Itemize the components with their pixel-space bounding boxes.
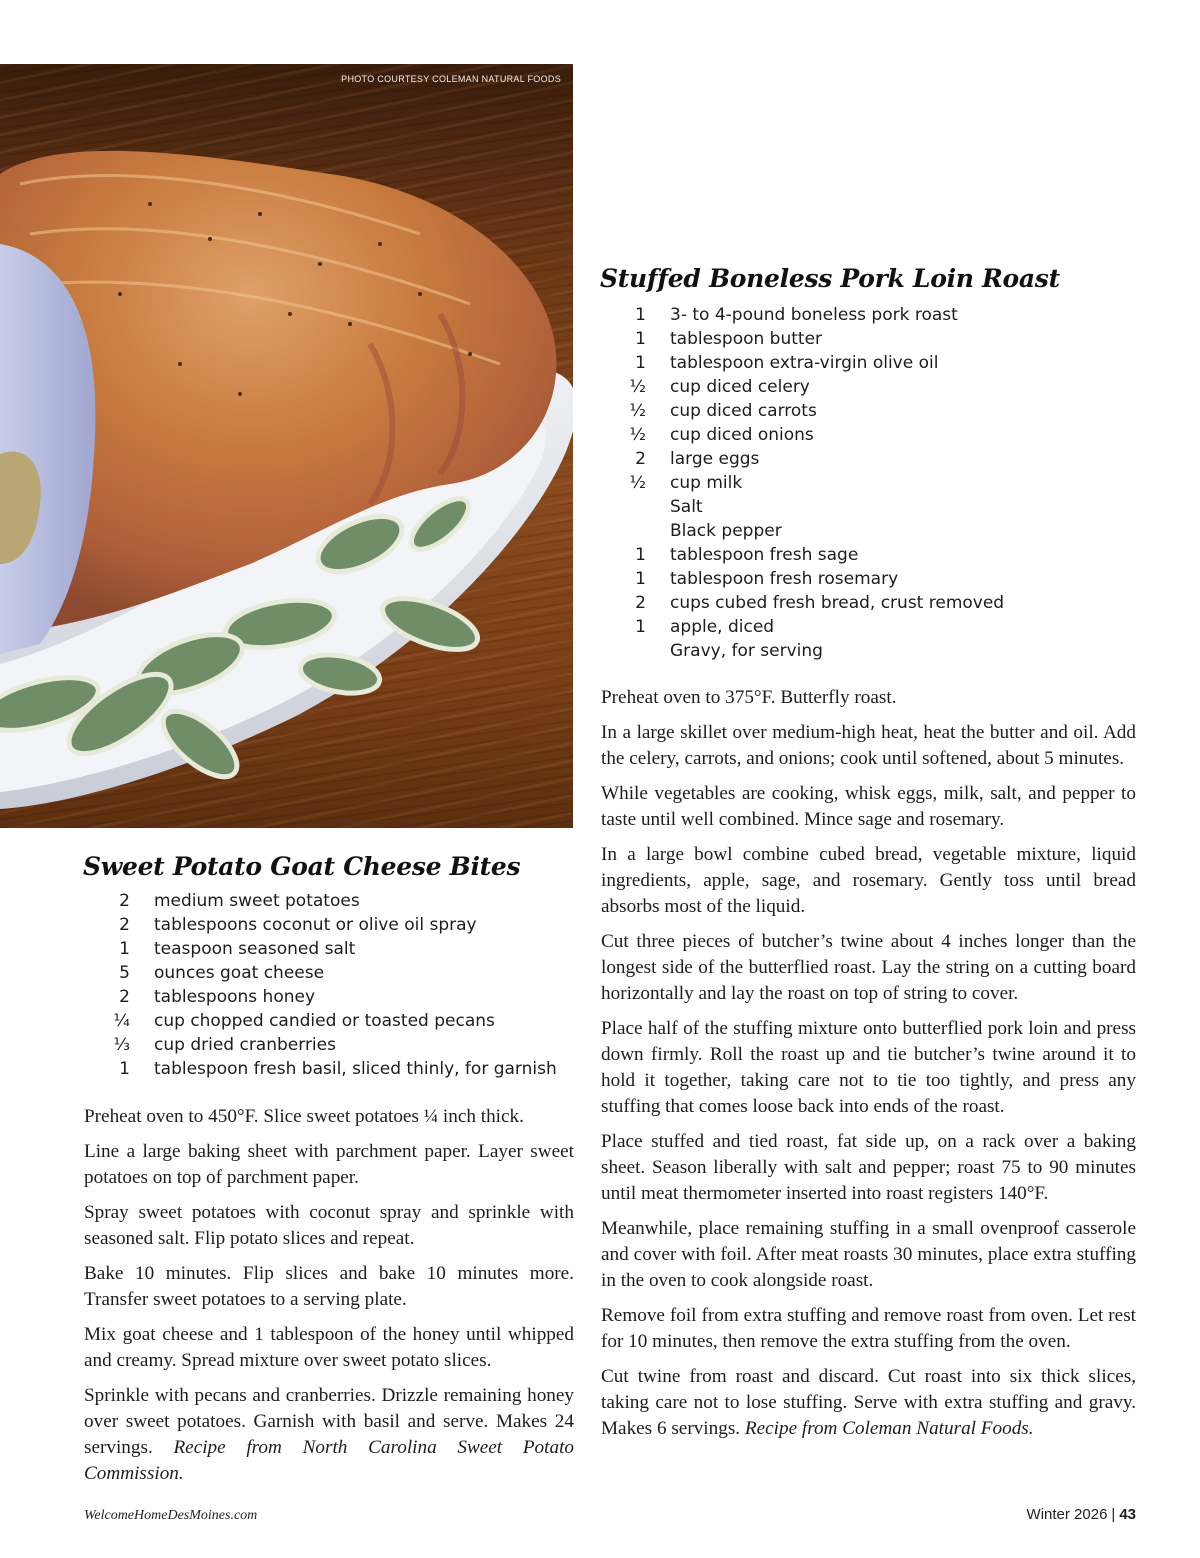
ingredient-row (596, 303, 1004, 327)
ingredient-item: Salt (670, 497, 703, 517)
footer-issue: Winter 2026 (1026, 1506, 1108, 1523)
ingredient-item: tablespoons honey (154, 987, 316, 1007)
page-number: 43 (1119, 1506, 1136, 1523)
ingredient-quantity: 2 (119, 891, 130, 911)
ingredient-row (596, 567, 1004, 591)
pork-ingredient-list (596, 303, 1004, 663)
method-step: Line a large baking sheet with parchment paper. Layer sweet potatoes on top of parchment paper. (84, 1141, 574, 1188)
method-step: In a large skillet over medium-high heat, heat the butter and oil. Add the celery, carrots, and onions; cook until softened, about 5 minutes. (601, 722, 1136, 769)
method-step: Meanwhile, place remaining stuffing in a small ovenproof casserole and cover with foil. After meat roasts 30 minutes, place extra stuffing in the oven to cook alongside roast. (601, 1218, 1136, 1291)
ingredient-row (80, 985, 557, 1009)
ingredient-quantity: ½ (629, 401, 646, 421)
ingredient-item: cup milk (670, 473, 743, 493)
ingredient-row (596, 519, 1004, 543)
ingredient-quantity (596, 519, 646, 543)
ingredient-quantity: 2 (119, 987, 130, 1007)
ingredient-row (596, 399, 1004, 423)
ingredient-row (80, 961, 557, 985)
ingredient-quantity: 1 (635, 569, 646, 589)
ingredient-item: Gravy, for serving (670, 641, 823, 661)
method-step: Bake 10 minutes. Flip slices and bake 10 minutes more. Transfer sweet potatoes to a serving plate. (84, 1263, 574, 1310)
ingredient-row (596, 423, 1004, 447)
ingredient-quantity: ½ (629, 473, 646, 493)
sweet-potato-recipe-title: Sweet Potato Goat Cheese Bites (83, 852, 521, 881)
sweet-potato-final-step-text: Sprinkle with pecans and cranberries. Drizzle remaining honey over sweet potatoes. Garnish with basil and serve. Makes 24 servings. (84, 1385, 574, 1458)
sweet-potato-recipe-credit: Recipe from North Carolina Sweet Potato Commission. (84, 1437, 574, 1484)
ingredient-item: large eggs (670, 449, 760, 469)
ingredient-item: tablespoon butter (670, 329, 823, 349)
footer-issue-page (1027, 1506, 1136, 1523)
method-step: Preheat oven to 375°F. Butterfly roast. (601, 687, 897, 708)
ingredient-row (596, 615, 1004, 639)
ingredient-item: cup diced carrots (670, 401, 817, 421)
ingredient-item: cups cubed fresh bread, crust removed (670, 593, 1005, 613)
pork-recipe-title: Stuffed Boneless Pork Loin Roast (600, 264, 1060, 293)
ingredient-quantity: ½ (629, 377, 646, 397)
pork-final-step-text: Cut twine from roast and discard. Cut roast into six thick slices, taking care not to lose stuffing. Serve with extra stuffing and gravy. Makes 6 servings. (601, 1366, 1136, 1439)
ingredient-quantity: 2 (119, 915, 130, 935)
ingredient-row (596, 591, 1004, 615)
ingredient-item: apple, diced (670, 617, 775, 637)
method-step: Remove foil from extra stuffing and remove roast from oven. Let rest for 10 minutes, then remove the extra stuffing from the oven. (601, 1305, 1136, 1352)
footer-separator: | (1111, 1506, 1116, 1523)
ingredient-quantity: 1 (635, 617, 646, 637)
ingredient-item: teaspoon seasoned salt (154, 939, 356, 959)
method-step: While vegetables are cooking, whisk eggs, milk, salt, and pepper to taste until well combined. Mince sage and rosemary. (601, 783, 1136, 830)
photo-credit: PHOTO COURTESY COLEMAN NATURAL FOODS (341, 74, 561, 84)
sweet-potato-final-step (84, 1383, 574, 1487)
ingredient-quantity: 1 (635, 305, 646, 325)
ingredient-row (80, 1033, 557, 1057)
ingredient-item: ounces goat cheese (154, 963, 325, 983)
ingredient-row (596, 639, 1004, 663)
ingredient-quantity: ¼ (113, 1011, 130, 1031)
ingredient-quantity: 1 (119, 1059, 130, 1079)
ingredient-quantity: 2 (635, 449, 646, 469)
ingredient-quantity: ⅓ (113, 1035, 130, 1055)
sweet-potato-method (84, 1104, 574, 1496)
sweet-potato-ingredient-list (80, 889, 557, 1081)
pork-steps (601, 685, 1136, 1355)
ingredient-quantity (596, 495, 646, 519)
method-step: Mix goat cheese and 1 tablespoon of the honey until whipped and creamy. Spread mixture over sweet potato slices. (84, 1324, 574, 1371)
footer-website: WelcomeHomeDesMoines.com (84, 1508, 258, 1523)
ingredient-item: cup chopped candied or toasted pecans (154, 1011, 495, 1031)
pork-recipe-credit: Recipe from Coleman Natural Foods. (744, 1418, 1034, 1439)
ingredient-item: tablespoon fresh sage (670, 545, 859, 565)
ingredient-quantity: 5 (119, 963, 130, 983)
method-step: Cut three pieces of butcher’s twine about 4 inches longer than the longest side of the butterflied roast. Lay the string on a cutting board horizontally and lay the roast on top of string to cover. (601, 931, 1136, 1004)
ingredient-row (80, 1057, 557, 1081)
ingredient-row (596, 351, 1004, 375)
method-step: Preheat oven to 450°F. Slice sweet potatoes ¼ inch thick. (84, 1106, 524, 1127)
ingredient-item: Black pepper (670, 521, 782, 541)
ingredient-row (80, 1009, 557, 1033)
sweet-potato-steps (84, 1104, 574, 1374)
ingredient-quantity: 1 (635, 329, 646, 349)
ingredient-quantity: 1 (635, 545, 646, 565)
ingredient-item: tablespoons coconut or olive oil spray (154, 915, 477, 935)
ingredient-row (596, 543, 1004, 567)
ingredient-item: cup diced onions (670, 425, 814, 445)
ingredient-item: 3- to 4-pound boneless pork roast (670, 305, 958, 325)
ingredient-item: tablespoon extra-virgin olive oil (670, 353, 939, 373)
method-step: In a large bowl combine cubed bread, vegetable mixture, liquid ingredients, apple, sage, and rosemary. Gently toss until bread absorbs most of the liquid. (601, 844, 1136, 917)
method-step: Place stuffed and tied roast, fat side up, on a rack over a baking sheet. Season liberally with salt and pepper; roast 75 to 90 minutes until meat thermometer inserted into roast registers 140°F. (601, 1131, 1136, 1204)
method-step: Place half of the stuffing mixture onto butterflied pork loin and press down firmly. Roll the roast up and tie butcher’s twine around it to hold it together, taking care not to tie too tightly, and press any stuffing that comes loose back into ends of the roast. (601, 1018, 1136, 1117)
method-step: Spray sweet potatoes with coconut spray and sprinkle with seasoned salt. Flip potato slices and repeat. (84, 1202, 574, 1249)
ingredient-item: tablespoon fresh basil, sliced thinly, for garnish (154, 1059, 557, 1079)
pork-roast-photo (0, 64, 573, 828)
ingredient-row (596, 495, 1004, 519)
ingredient-item: tablespoon fresh rosemary (670, 569, 899, 589)
ingredient-item: cup diced celery (670, 377, 810, 397)
ingredient-row (80, 889, 557, 913)
ingredient-quantity: ½ (629, 425, 646, 445)
ingredient-quantity (596, 639, 646, 663)
ingredient-row (596, 471, 1004, 495)
ingredient-quantity: 2 (635, 593, 646, 613)
ingredient-item: medium sweet potatoes (154, 891, 360, 911)
ingredient-quantity: 1 (635, 353, 646, 373)
ingredient-row (80, 937, 557, 961)
ingredient-row (80, 913, 557, 937)
ingredient-row (596, 447, 1004, 471)
pork-final-step (601, 1364, 1136, 1442)
ingredient-item: cup dried cranberries (154, 1035, 336, 1055)
ingredient-quantity: 1 (119, 939, 130, 959)
ingredient-row (596, 375, 1004, 399)
pork-method (601, 685, 1136, 1451)
pork-roast-illustration (0, 64, 573, 828)
ingredient-row (596, 327, 1004, 351)
